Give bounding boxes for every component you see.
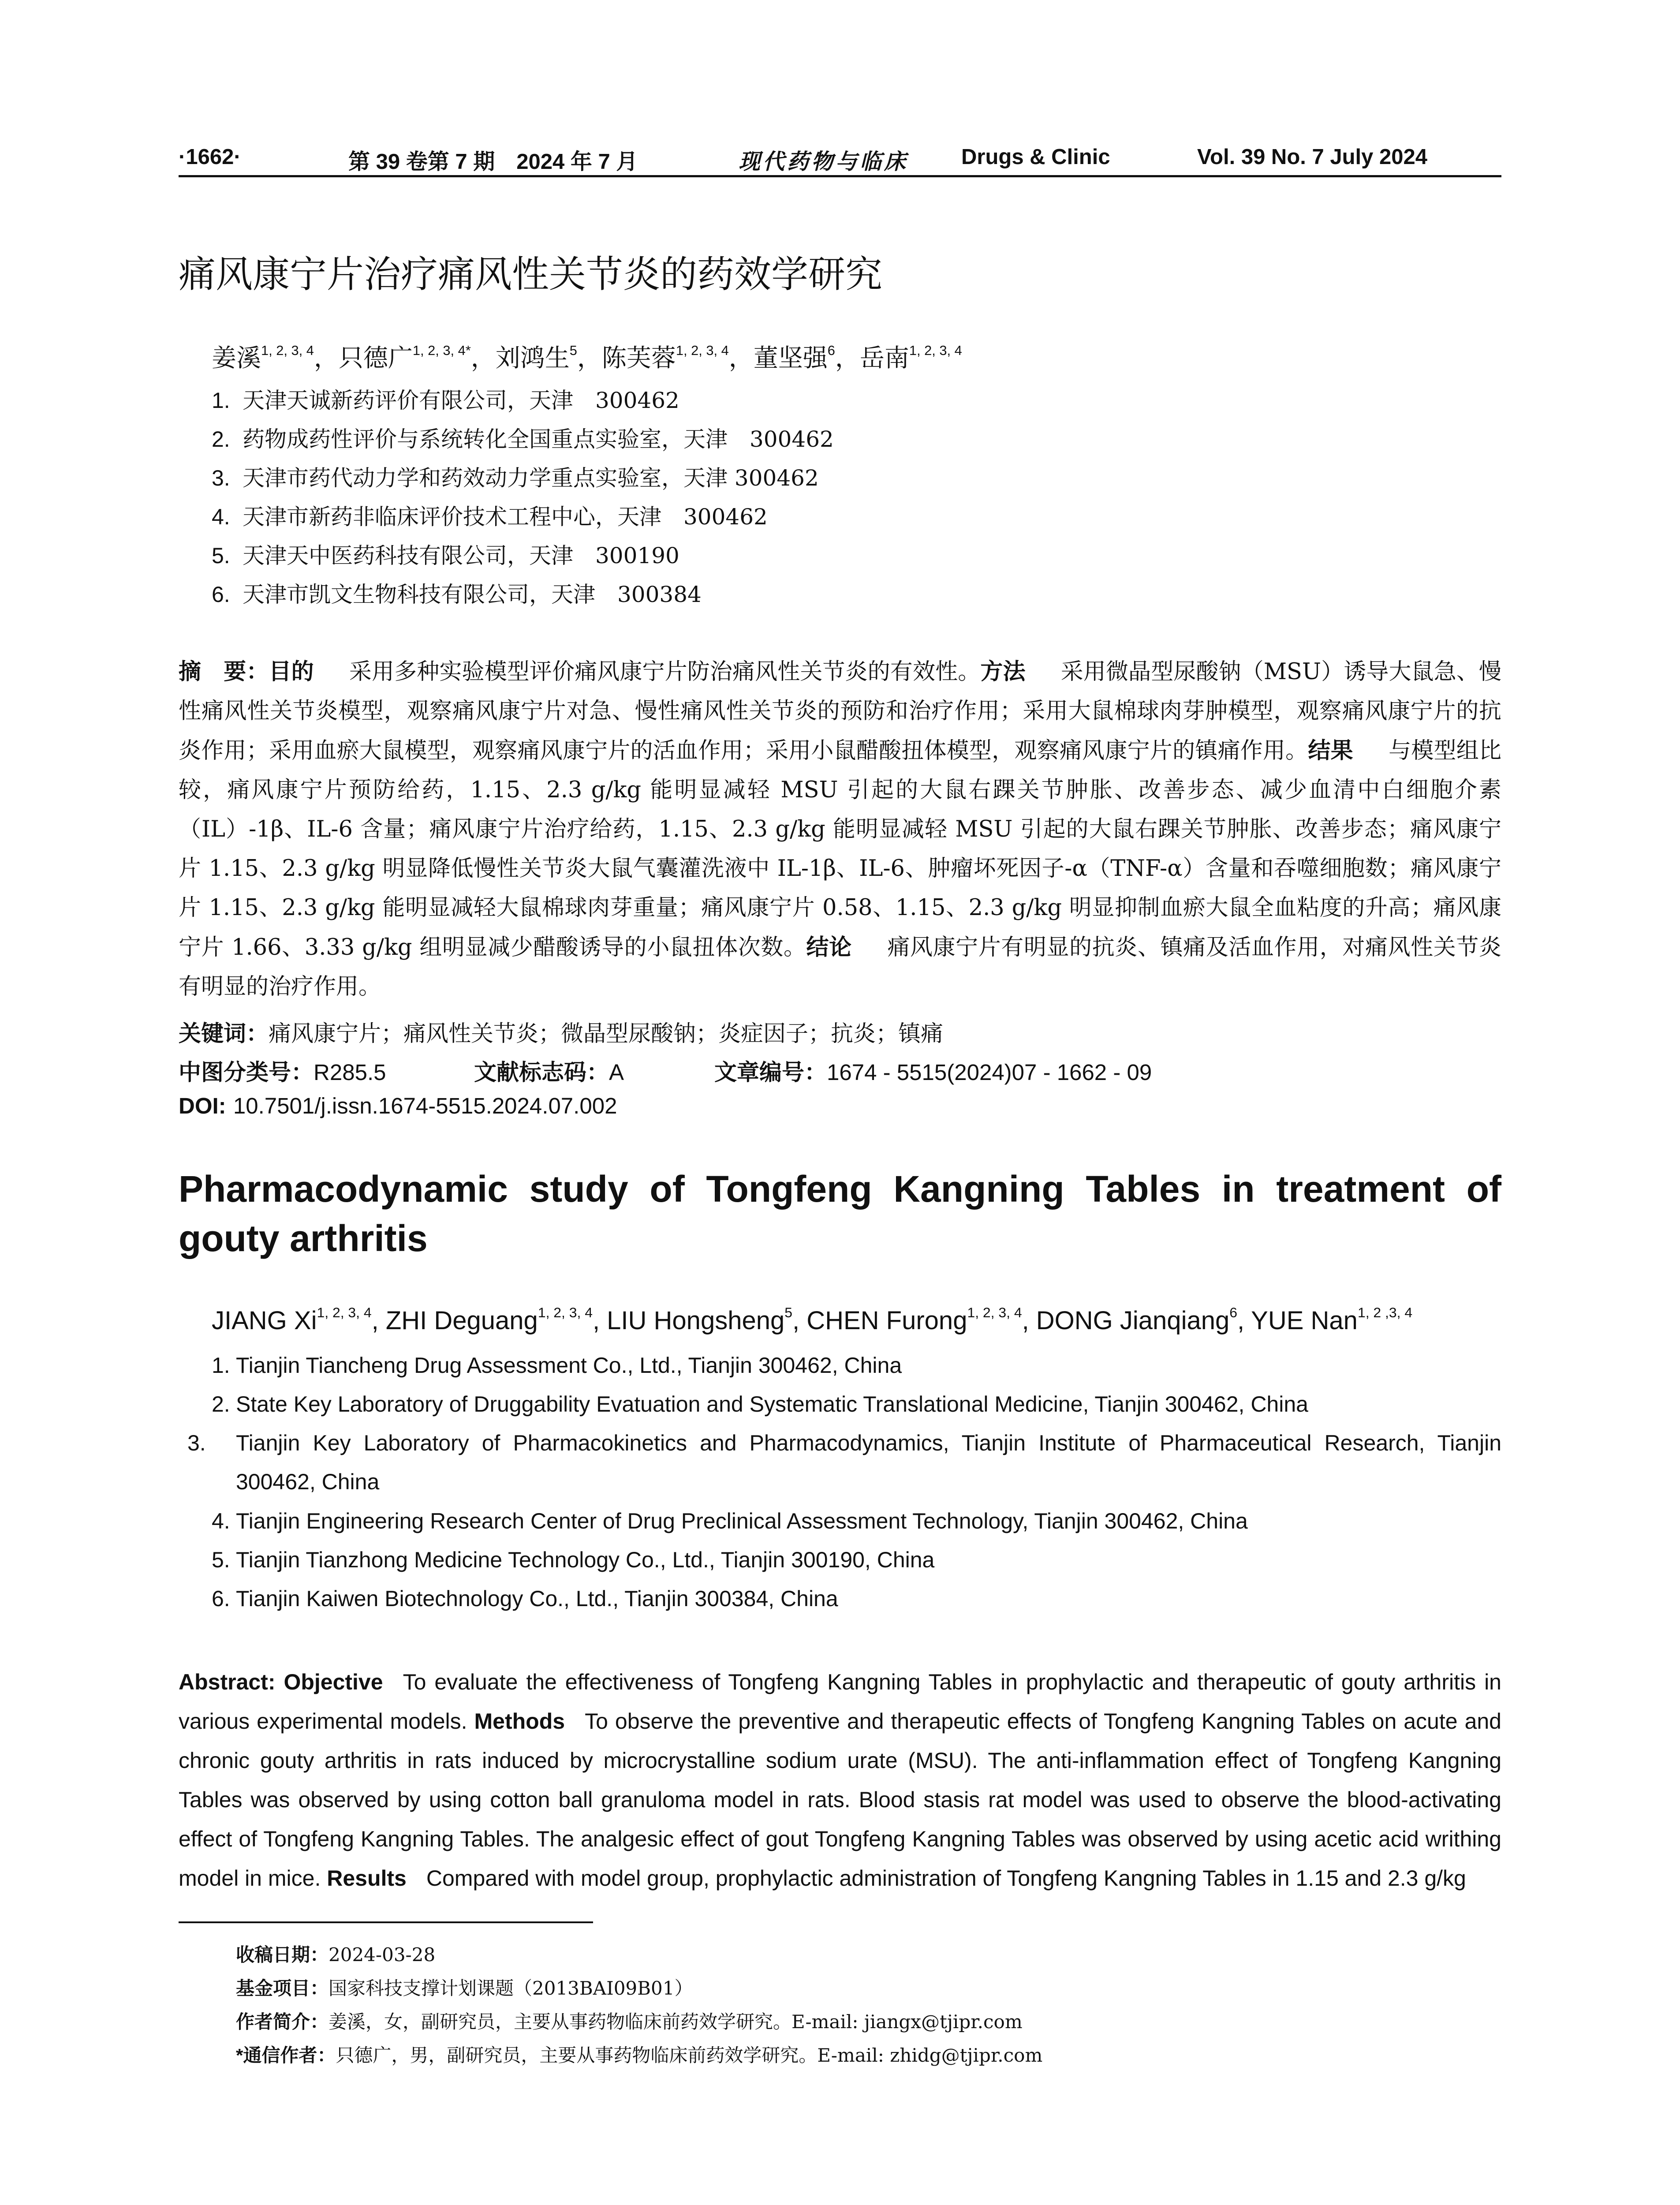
- en-affiliation-text: State Key Laboratory of Druggability Evatuation and Systematic Translational Medicine, Tianjin 300462, China: [236, 1392, 1308, 1416]
- en-author-name: JIANG Xi: [212, 1306, 317, 1335]
- cn-objective-label: 目的: [269, 659, 314, 684]
- en-affiliation-number: 5.: [212, 1547, 230, 1572]
- cn-author-name: 陈芙蓉: [601, 344, 676, 373]
- footnote-label: 作者简介：: [236, 2011, 329, 2032]
- cn-author-name: 岳南: [859, 344, 909, 373]
- en-affiliation: [187, 1424, 1501, 1501]
- en-abstract: [179, 1663, 1501, 1898]
- en-author: [1251, 1306, 1412, 1335]
- cn-author-separator: ，: [314, 344, 339, 373]
- en-author-affiliation-mark: 1, 2 ,3, 4: [1357, 1304, 1413, 1320]
- doi-line: [179, 1093, 617, 1119]
- en-author-name: ZHI Deguang: [385, 1306, 538, 1335]
- cn-affiliation-text: 天津天中医药科技有限公司，天津 300190: [243, 543, 679, 568]
- cn-conclusion-label: 结论: [806, 934, 852, 960]
- journal-name-cn: 现代药物与临床: [739, 149, 909, 174]
- en-methods-text: To observe the preventive and therapeutic effects of Tongfeng Kangning Tables on acute and chronic gouty arthritis in rats induced by microcrystalline sodium urate (MSU). The anti-inflammation effect of Tongfeng Kangning Tables was observed by using cotton ball granuloma model in rats. Blood stasis rat model was used to observe the blood-activating effect of Tongfeng Kangning Tables. The analgesic effect of gout Tongfeng Kangning Tables was observed by using acetic acid writhing model in mice.: [179, 1709, 1501, 1891]
- en-affiliation-number: 2.: [212, 1392, 230, 1416]
- en-author-separator: ,: [371, 1306, 386, 1335]
- cn-methods-text: 采用微晶型尿酸钠（MSU）诱导大鼠急、慢性痛风性关节炎模型，观察痛风康宁片对急、慢性痛风性关节炎的预防和治疗作用；采用大鼠棉球肉芽肿模型，观察痛风康宁片的抗炎作用；采用血瘀大鼠模型，观察痛风康宁片的活血作用；采用小鼠醋酸扭体模型，观察痛风康宁片的镇痛作用。: [179, 659, 1501, 764]
- en-affiliation: [212, 1502, 1501, 1540]
- running-header: [179, 137, 1501, 176]
- cn-author: [602, 344, 754, 373]
- en-author: [806, 1306, 1036, 1335]
- cn-affiliation: [212, 383, 679, 415]
- en-affiliation: [212, 1346, 1501, 1385]
- en-author-name: DONG Jianqiang: [1036, 1306, 1230, 1335]
- footnote-text: 国家科技支撑计划课题（2013BAI09B01）: [329, 1977, 693, 1999]
- footnote-label: *通信作者：: [236, 2045, 336, 2066]
- en-author-affiliation-mark: 1, 2, 3, 4: [317, 1304, 372, 1320]
- footnote-label: 基金项目：: [236, 1978, 329, 1999]
- en-author-separator: ,: [1022, 1306, 1036, 1335]
- cn-affiliation: [212, 460, 819, 492]
- cn-author-affiliation-mark: 5: [569, 342, 577, 358]
- footnote: [236, 2007, 1023, 2034]
- cn-author-name: 董坚强: [753, 344, 828, 373]
- cn-affiliation-number: 2.: [212, 427, 230, 452]
- doi-label: DOI:: [179, 1093, 226, 1118]
- cn-author: [496, 344, 602, 373]
- cn-affiliation: [212, 499, 768, 531]
- en-author-name: YUE Nan: [1251, 1306, 1358, 1335]
- cn-affiliation-number: 5.: [212, 543, 230, 568]
- en-author-separator: ,: [1237, 1306, 1251, 1335]
- header-rule: [179, 175, 1501, 177]
- cn-author-affiliation-mark: 6: [827, 342, 835, 358]
- issue-cn: 第 39 卷第 7 期 2024 年 7 月: [348, 150, 638, 174]
- cn-author-separator: ，: [577, 344, 602, 373]
- cn-objective-text: 采用多种实验模型评价痛风康宁片防治痛风性关节炎的有效性。: [349, 659, 981, 685]
- cn-author-separator: ，: [470, 344, 496, 373]
- en-author-list: [212, 1304, 1412, 1335]
- en-affiliation-number: 4.: [212, 1509, 230, 1533]
- cn-conclusion-text: 痛风康宁片有明显的抗炎、镇痛及活血作用，对痛风性关节炎有明显的治疗作用。: [179, 934, 1501, 1000]
- classification-line: [179, 1054, 1152, 1087]
- journal-name-en: Drugs & Clinic: [961, 145, 1110, 169]
- cn-affiliation-text: 天津市药代动力学和药效动力学重点实验室，天津 300462: [243, 465, 819, 491]
- en-results-text: Compared with model group, prophylactic administration of Tongfeng Kangning Tables in 1.15 and 2.3 g/kg: [426, 1866, 1466, 1891]
- keywords-text: 痛风康宁片；痛风性关节炎；微晶型尿酸钠；炎症因子；抗炎；镇痛: [269, 1021, 944, 1047]
- cn-abstract-label: 摘 要：: [179, 659, 269, 684]
- cn-abstract: [179, 652, 1501, 1006]
- keywords-label: 关键词：: [179, 1021, 269, 1046]
- doc-code-value: A: [609, 1060, 624, 1085]
- cn-affiliation-text: 天津天诚新药评价有限公司，天津 300462: [243, 388, 679, 413]
- clc-label: 中图分类号：: [179, 1060, 314, 1085]
- en-affiliation: [212, 1540, 1501, 1579]
- en-author: [607, 1306, 806, 1335]
- en-affiliation-text: Tianjin Tiancheng Drug Assessment Co., Ltd., Tianjin 300462, China: [236, 1353, 902, 1378]
- footnote-text: 2024-03-28: [329, 1944, 436, 1966]
- en-objective-text: To evaluate the effectiveness of Tongfeng Kangning Tables in prophylactic and therapeutic of gouty arthritis in various experimental models.: [179, 1670, 1501, 1734]
- footnote: [236, 2041, 1042, 2067]
- en-author-affiliation-mark: 6: [1229, 1304, 1237, 1320]
- cn-author-name: 只德广: [338, 344, 413, 373]
- en-author-affiliation-mark: 1, 2, 3, 4: [967, 1304, 1022, 1320]
- en-affiliation-text: Tianjin Key Laboratory of Pharmacokinetics and Pharmacodynamics, Tianjin Institute of Pharmaceutical Research, Tianjin 300462, China: [236, 1431, 1501, 1494]
- cn-author-name: 刘鸿生: [495, 344, 570, 373]
- cn-author-affiliation-mark: 1, 2, 3, 4: [261, 342, 314, 358]
- cn-author: [339, 344, 496, 373]
- en-author-separator: ,: [592, 1306, 607, 1335]
- cn-affiliation-number: 6.: [212, 582, 230, 607]
- cn-methods-label: 方法: [980, 659, 1026, 684]
- cn-author-name: 姜溪: [212, 344, 261, 373]
- cn-author-affiliation-mark: 1, 2, 3, 4*: [412, 342, 471, 358]
- cn-author: [754, 344, 860, 373]
- cn-author-separator: ，: [728, 344, 754, 373]
- en-author: [386, 1306, 607, 1335]
- en-affiliation-text: Tianjin Engineering Research Center of Drug Preclinical Assessment Technology, Tianjin 300462, China: [236, 1509, 1248, 1533]
- doc-code-label: 文献标志码：: [474, 1060, 609, 1085]
- cn-title: 痛风康宁片治疗痛风性关节炎的药效学研究: [179, 253, 883, 296]
- issue-en: Vol. 39 No. 7 July 2024: [1197, 145, 1428, 169]
- cn-affiliation-number: 3.: [212, 466, 230, 490]
- doi-value: 10.7501/j.issn.1674-5515.2024.07.002: [233, 1093, 617, 1118]
- cn-affiliation: [212, 538, 679, 570]
- cn-results-text: 与模型组比较，痛风康宁片预防给药，1.15、2.3 g/kg 能明显减轻 MSU 引起的大鼠右踝关节肿胀、改善步态、减少血清中白细胞介素（IL）-1β、IL-6 含量；痛风康宁片治疗给药，1.15、2.3 g/kg 能明显减轻 MSU 引起的大鼠右踝关节肿胀、改善步态；痛风康宁片 1.15、2.3 g/kg 明显降低慢性关节炎大鼠气囊灌洗液中 IL-1β、IL-6、肿瘤坏死因子-α（TNF-α）含量和吞噬细胞数；痛风康宁片 1.15、2.3 g/kg 能明显减轻大鼠棉球肉芽重量；痛风康宁片 0.58、1.15、2.3 g/kg 明显抑制血瘀大鼠全血粘度的升高；痛风康宁片 1.66、3.33 g/kg 组明显减少醋酸诱导的小鼠扭体次数。: [179, 738, 1501, 960]
- en-affiliation-number: 1.: [212, 1353, 230, 1378]
- en-methods-label: Methods: [474, 1709, 565, 1734]
- en-abstract-label: Abstract:: [179, 1670, 276, 1694]
- en-affiliation: [212, 1385, 1501, 1424]
- clc-value: R285.5: [314, 1060, 386, 1085]
- cn-affiliation-text: 天津市凯文生物科技有限公司，天津 300384: [243, 582, 702, 607]
- cn-author-affiliation-mark: 1, 2, 3, 4: [909, 342, 962, 358]
- en-author-affiliation-mark: 5: [784, 1304, 792, 1320]
- en-affiliation-number: 6.: [212, 1586, 230, 1611]
- footnote-label: 收稿日期：: [236, 1944, 329, 1965]
- cn-author-list: [212, 339, 962, 374]
- cn-affiliation: [212, 422, 834, 453]
- en-results-label: Results: [327, 1866, 407, 1891]
- en-author-affiliation-mark: 1, 2, 3, 4: [538, 1304, 593, 1320]
- cn-affiliation: [212, 577, 702, 609]
- cn-keywords: [179, 1015, 943, 1048]
- en-author-name: LIU Hongsheng: [607, 1306, 785, 1335]
- en-author: [1036, 1306, 1251, 1335]
- footnote: [236, 1974, 693, 2000]
- footnote-text: 姜溪，女，副研究员，主要从事药物临床前药效学研究。E-mail: jiangx@tjipr.com: [329, 2011, 1023, 2033]
- en-author-separator: ,: [792, 1306, 807, 1335]
- cn-author-separator: ，: [835, 344, 860, 373]
- cn-affiliation-text: 天津市新药非临床评价技术工程中心，天津 300462: [243, 504, 768, 530]
- footnote-text: 只德广，男，副研究员，主要从事药物临床前药效学研究。E-mail: zhidg@tjipr.com: [336, 2044, 1043, 2066]
- cn-author-affiliation-mark: 1, 2, 3, 4: [676, 342, 729, 358]
- cn-results-label: 结果: [1308, 738, 1353, 763]
- en-affiliation-text: Tianjin Kaiwen Biotechnology Co., Ltd., Tianjin 300384, China: [236, 1586, 838, 1611]
- en-title: Pharmacodynamic study of Tongfeng Kangning Tables in treatment of gouty arthritis: [179, 1168, 1501, 1259]
- en-author-name: CHEN Furong: [806, 1306, 967, 1335]
- cn-author: [860, 344, 962, 373]
- cn-author: [212, 344, 339, 373]
- page-number: ·1662·: [179, 145, 241, 169]
- en-affiliation: [212, 1579, 1501, 1618]
- footnote-rule: [179, 1921, 593, 1923]
- cn-affiliation-number: 1.: [212, 388, 230, 413]
- en-objective-label: Objective: [284, 1670, 383, 1694]
- en-affiliation-text: Tianjin Tianzhong Medicine Technology Co., Ltd., Tianjin 300190, China: [236, 1547, 935, 1572]
- article-no-value: 1674 - 5515(2024)07 - 1662 - 09: [827, 1060, 1152, 1085]
- article-no-label: 文章编号：: [714, 1060, 827, 1085]
- en-author: [212, 1306, 386, 1335]
- footnote: [236, 1940, 435, 1967]
- cn-affiliation-text: 药物成药性评价与系统转化全国重点实验室，天津 300462: [243, 426, 834, 452]
- en-affiliation-number: 3.: [187, 1431, 206, 1455]
- cn-affiliation-number: 4.: [212, 505, 230, 529]
